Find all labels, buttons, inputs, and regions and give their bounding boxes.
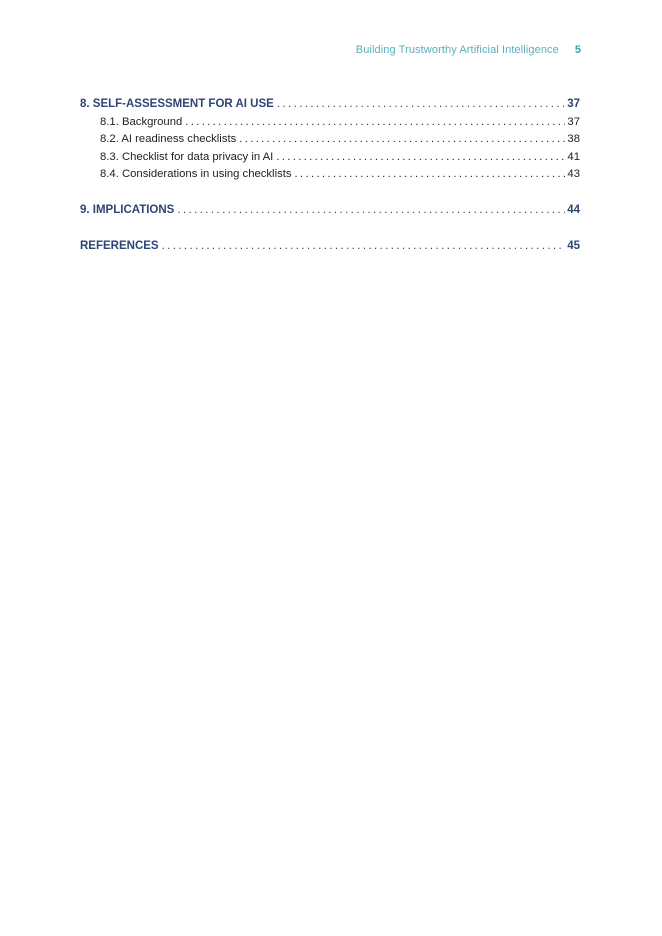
- dot-leader: [177, 202, 565, 220]
- toc-entry-title: 8.2. AI readiness checklists: [100, 133, 237, 145]
- toc-entry-title: 8. SELF-ASSESSMENT FOR AI USE: [80, 98, 274, 110]
- dot-leader: [185, 114, 565, 132]
- dot-leader: [276, 149, 565, 167]
- dot-leader: [277, 96, 565, 114]
- toc-entry-page: 37: [567, 98, 580, 110]
- toc-entry-title: 8.3. Checklist for data privacy in AI: [100, 150, 274, 163]
- toc-references[interactable]: [80, 238, 580, 256]
- toc-entry-page: 43: [567, 168, 580, 180]
- toc-entry-title: 8.1. Background: [100, 115, 183, 128]
- running-header: [356, 44, 581, 56]
- toc-entry-page: 44: [567, 204, 580, 216]
- toc-chapter-9[interactable]: [80, 202, 580, 220]
- page-number: 5: [574, 44, 581, 56]
- toc-entry-page: 38: [567, 133, 580, 145]
- toc-entry-title: 9. IMPLICATIONS: [80, 204, 175, 216]
- toc-section-8-2[interactable]: [80, 131, 580, 149]
- dot-leader: [162, 238, 566, 256]
- table-of-contents: [80, 96, 580, 256]
- running-title: Building Trustworthy Artificial Intelligence: [355, 44, 559, 56]
- toc-entry-title: REFERENCES: [80, 240, 159, 252]
- toc-section-8-1[interactable]: [80, 114, 580, 132]
- spacer: [80, 184, 580, 203]
- toc-entry-page: 41: [567, 150, 580, 163]
- toc-entry-page: 45: [567, 240, 580, 252]
- toc-chapter-8[interactable]: [80, 96, 580, 114]
- toc-entry-page: 37: [567, 115, 580, 128]
- dot-leader: [239, 131, 565, 149]
- dot-leader: [295, 166, 566, 184]
- spacer: [80, 220, 580, 239]
- toc-entry-title: 8.4. Considerations in using checklists: [100, 168, 292, 180]
- toc-section-8-4[interactable]: [80, 166, 580, 184]
- toc-section-8-3[interactable]: [80, 149, 580, 167]
